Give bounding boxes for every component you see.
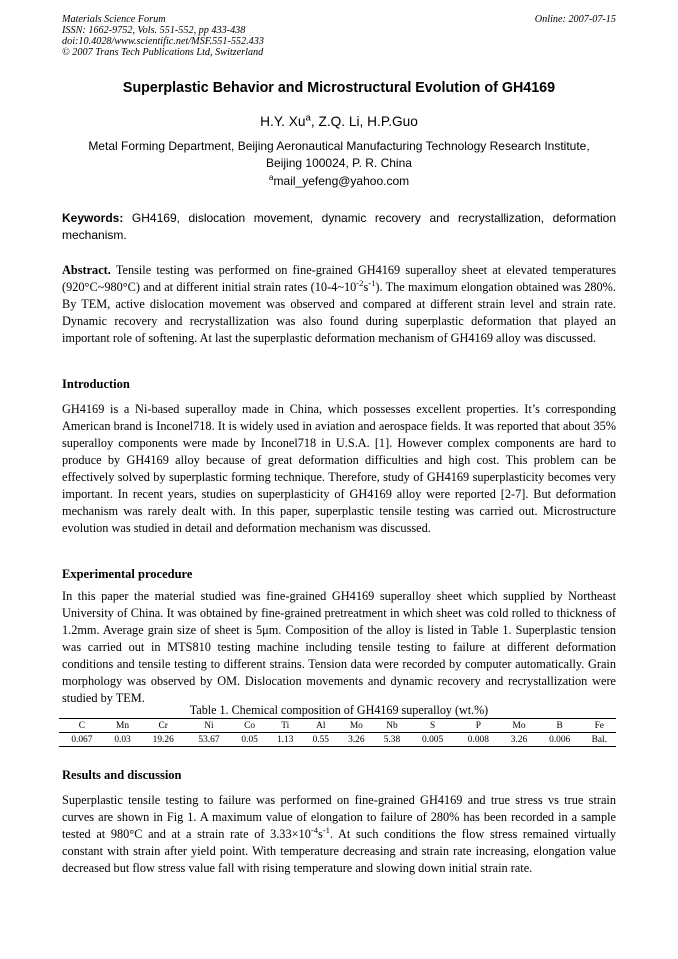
copyright-line: © 2007 Trans Tech Publications Ltd, Switzerland (62, 47, 264, 58)
table-cell: 0.03 (105, 733, 141, 747)
table-header-cell: Mo (339, 719, 375, 733)
journal-name: Materials Science Forum (62, 14, 166, 25)
experimental-heading: Experimental procedure (62, 567, 193, 581)
email-sup: a (268, 172, 274, 182)
table-header-cell: C (59, 719, 105, 733)
table-header-cell: Co (232, 719, 268, 733)
author-first: H.Y. Xu (260, 114, 306, 129)
table-header-cell: B (537, 719, 583, 733)
results-text-2: s (318, 827, 323, 841)
table-cell: 0.006 (537, 733, 583, 747)
affiliation-line-2: Beijing 100024, P. R. China (266, 156, 412, 170)
table-header-cell: P (455, 719, 501, 733)
abstract-label: Abstract. (62, 263, 111, 277)
table-header-cell: Ti (267, 719, 303, 733)
table-cell: 53.67 (186, 733, 232, 747)
table-header-cell: Al (303, 719, 339, 733)
table-cell: 3.26 (501, 733, 537, 747)
abstract-exp-1: -2 (356, 277, 364, 288)
table-header-cell: S (410, 719, 456, 733)
table-cell: 1.13 (267, 733, 303, 747)
doi-line: doi:10.4028/www.scientific.net/MSF.551-552.433 (62, 36, 264, 47)
results-text-1: Superplastic tensile testing to failure was performed on fine-grained GH4169 and true stress vs true strain curves are shown in Fig 1. A maximum value of elongation to failure of 280% has been recorded in a sample tested at 980°C and at a strain rate of 3.33×10 (62, 793, 616, 841)
abstract-text-3: ). The maximum elongation obtained was 280%. By TEM, active dislocation movement was observed and compared at different strain level and strain rate. Dynamic recovery and recrystallization was also found during superplastic deformation that played an important role of softening. At last the superplastic deformation mechanism of GH4169 alloy was discussed. (62, 280, 616, 345)
table-cell: 0.005 (410, 733, 456, 747)
table-cell: Bal. (583, 733, 616, 747)
journal-header (62, 14, 264, 58)
table-cell: 0.55 (303, 733, 339, 747)
author-first-sup: a (305, 112, 311, 124)
results-text (62, 792, 616, 877)
introduction-heading: Introduction (62, 377, 130, 391)
table-cell: 3.26 (339, 733, 375, 747)
affiliation (62, 138, 616, 172)
table-header-cell: Nb (374, 719, 410, 733)
results-heading: Results and discussion (62, 768, 182, 782)
table-cell: 0.008 (455, 733, 501, 747)
email-address[interactable]: mail_yefeng@yahoo.com (273, 174, 410, 188)
abstract-block (62, 262, 616, 347)
table-header-cell: Fe (583, 719, 616, 733)
online-date: Online: 2007-07-15 (534, 14, 616, 25)
abstract-text-2: s (363, 280, 369, 294)
results-exp-2: -1 (322, 824, 330, 835)
table-cell: 19.26 (140, 733, 186, 747)
table-row (59, 733, 616, 747)
table-header-cell: Cr (140, 719, 186, 733)
keywords-text: GH4169, dislocation movement, dynamic recovery and recrystallization, deformation mechanism. (62, 211, 616, 242)
table-caption: Table 1. Chemical composition of GH4169 superalloy (wt.%) (189, 703, 489, 717)
table-header-cell: Mn (105, 719, 141, 733)
table-cell: 0.05 (232, 733, 268, 747)
table-cell: 5.38 (374, 733, 410, 747)
introduction-text: GH4169 is a Ni-based superalloy made in China, which possesses excellent properties. It’s corresponding American brand is Inconel718. It is widely used in aviation and aerospace fields. It was reported that about 35% superalloy components were made by Inconel718 in U.S.A. [1]. However complex components are hard to produce by GH4169 alloy because of great deformation difficulties and high cost. This problem can be effectively solved by superplastic forming technique. Therefore, study of GH4169 superplasticity becomes very important. In recent years, studies on superplasticity of GH4169 alloy were reported [2-7]. But deformation mechanism was rarely dealt with. In this paper, superplastic tensile testing was carried out. Microstructure evolution was studied in detail and deformation mechanism was discussed. (62, 402, 616, 535)
author-line (0, 114, 678, 129)
email-line (0, 174, 678, 188)
paper-title: Superplastic Behavior and Microstructural Evolution of GH4169 (122, 80, 556, 96)
keywords-block (62, 210, 616, 244)
abstract-exp-2: -1 (368, 277, 376, 288)
table-header-cell: Mo (501, 719, 537, 733)
author-rest: , Z.Q. Li, H.P.Guo (310, 114, 418, 129)
results-text-3: . At such conditions the flow stress remained virtually constant with strain after yield point. With temperature decreasing and strain rate increasing, elongation value decreased but flow stress value fall with rising temperature and slowing down initial strain rate. (62, 827, 616, 875)
affiliation-line-1: Metal Forming Department, Beijing Aeronautical Manufacturing Technology Research Institute, (88, 139, 590, 153)
abstract-text-1: Tensile testing was performed on fine-grained GH4169 superalloy sheet at elevated temperatures (920°C~980°C) and at different initial strain rates (10-4~10 (62, 263, 617, 294)
results-exp-1: -4 (310, 824, 319, 835)
keywords-label: Keywords: (62, 211, 124, 225)
table-header-cell: Ni (186, 719, 232, 733)
issn-line: ISSN: 1662-9752, Vols. 551-552, pp 433-438 (62, 25, 246, 36)
table-cell: 0.067 (59, 733, 105, 747)
experimental-text: In this paper the material studied was fine-grained GH4169 superalloy sheet which supplied by Northeast University of China. It was obtained by fine-grained pretreatment in which sheet was cold rolled to thickness of 1.2mm. Average grain size of sheet is 5μm. Composition of the alloy is listed in Table 1. Superplastic tension was carried out in MTS810 testing machine including tensile testing to failure at different deformation conditions and tensile testing to different strains. Tension data were recorded by computer automatically. Grain morphology was observed by OM. Dislocation movements and dynamic recovery and recrystallization were studied by TEM. (62, 589, 616, 705)
composition-table (59, 718, 616, 747)
table-header-row (59, 719, 616, 733)
